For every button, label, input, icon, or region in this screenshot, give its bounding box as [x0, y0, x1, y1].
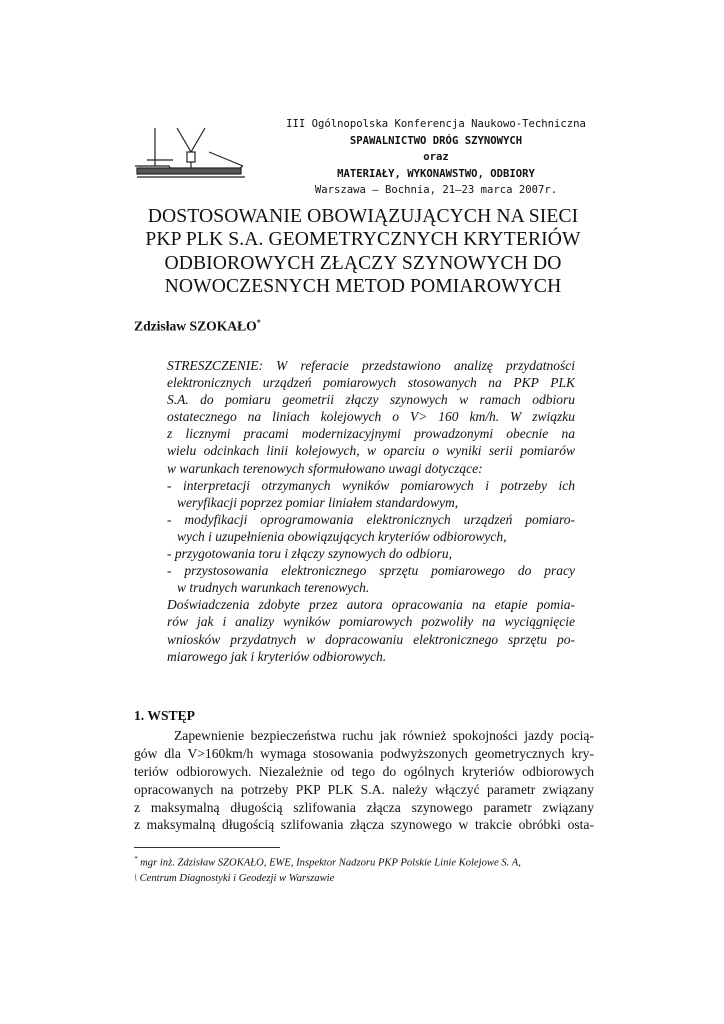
title-line: NOWOCZESNYCH METOD POMIAROWYCH	[164, 276, 562, 298]
body-line: teriów odbiorowych. Niezależnie od tego do ogólnych kryteriów odbiorowych	[134, 763, 594, 779]
abstract-line: S.A. do pomiaru geometrii złączy szynowych w ramach odbioru	[167, 392, 575, 408]
footnote-line	[134, 852, 521, 871]
section-heading: 1. WSTĘP	[134, 708, 195, 723]
abstract-list-item: - modyfikacji oprogramowania elektronicznych urządzeń pomiaro-	[167, 511, 575, 527]
body-line: z maksymalną długością szlifowania złącza szynowego w trakcie obróbki osta-	[134, 817, 594, 833]
paper-title	[130, 205, 596, 299]
abstract-line: wniosków przydatnych w dopracowaniu elektronicznego sprzętu po-	[167, 631, 575, 647]
conference-subtopic: MATERIAŁY, WYKONAWSTWO, ODBIORY	[337, 167, 535, 180]
abstract	[167, 357, 575, 665]
body-line: Zapewnienie bezpieczeństwa ruchu jak również spokojności jazdy pocią-	[174, 728, 594, 743]
abstract-line: ostatecznego na liniach kolejowych o V> 160 km/h. W związku	[167, 409, 575, 425]
abstract-line: Doświadczenia zdobyte przez autora opracowania na etapie pomia-	[167, 597, 575, 613]
body-line: gów dla V>160km/h wymaga stosowania podwyższonych geometrycznych kry-	[134, 745, 594, 761]
footnote	[134, 852, 521, 886]
footnote-mark: *	[134, 855, 138, 863]
abstract-line: elektronicznych urządzeń pomiarowych stosowanych na PKP PLK	[167, 375, 575, 391]
conference-name: III Ogólnopolska Konferencja Naukowo-Techniczna	[286, 118, 586, 130]
title-line: ODBIOROWYCH ZŁĄCZY SZYNOWYCH DO	[164, 252, 562, 274]
conference-place-date: Warszawa – Bochnia, 21–23 marca 2007r.	[314, 184, 558, 197]
conference-header	[258, 116, 614, 199]
abstract-list-item: - przygotowania toru i złączy szynowych do odbioru,	[167, 546, 452, 562]
title-line: PKP PLK S.A. GEOMETRYCZNYCH KRYTERIÓW	[145, 229, 581, 251]
title-line: DOSTOSOWANIE OBOWIĄZUJĄCYCH NA SIECI	[147, 206, 579, 227]
abstract-line: rów jak i analizy wyników pomiarowych pozwoliły na wyciągnięcie	[167, 614, 575, 630]
abstract-list-item: - interpretacji otrzymanych wyników pomiarowych i potrzeby ich	[167, 477, 575, 493]
footnote-text: mgr inż. Zdzisław SZOKAŁO, EWE, Inspektor Nadzoru PKP Polskie Linie Kolejowe S. A,	[137, 857, 521, 869]
body-line: z maksymalną długością szlifowania złącza szynowego parametr związany	[134, 799, 594, 815]
abstract-line: miarowego jak i kryteriów odbiorowych.	[167, 648, 387, 664]
conference-logo-icon	[133, 122, 249, 180]
footnote-line: \ Centrum Diagnostyki i Geodezji w Warszawie	[134, 872, 335, 884]
body-line: opracowanych na potrzeby PKP PLK S.A. należy włączyć parametr związany	[134, 781, 594, 797]
body-text	[134, 727, 594, 834]
author-footnote-mark: *	[256, 318, 261, 327]
abstract-list-item-cont: weryfikacji poprzez pomiar liniałem standardowym,	[177, 494, 459, 510]
author	[134, 318, 261, 335]
conference-and: oraz	[423, 151, 449, 164]
abstract-list-item-cont: w trudnych warunkach terenowych.	[177, 580, 370, 596]
abstract-line: w warunkach terenowych sformułowano uwagi dotyczące:	[167, 460, 483, 476]
abstract-line: STRESZCZENIE: W referacie przedstawiono analizę przydatności	[167, 358, 575, 373]
abstract-list-item: - przystosowania elektronicznego sprzętu pomiarowego do pracy	[167, 563, 575, 579]
footnote-rule	[134, 847, 280, 848]
conference-topic: SPAWALNICTWO DRÓG SZYNOWYCH	[349, 134, 523, 147]
abstract-line: z licznymi pracami modernizacyjnymi prowadzonymi obecnie na	[167, 426, 575, 442]
abstract-line: wielu odcinkach linii kolejowych, w oparciu o wyniki serii pomiarów	[167, 443, 575, 459]
abstract-list-item-cont: wych i uzupełnienia obowiązujących kryteriów odbiorowych,	[177, 528, 507, 544]
author-name: Zdzisław SZOKAŁO	[134, 318, 257, 334]
